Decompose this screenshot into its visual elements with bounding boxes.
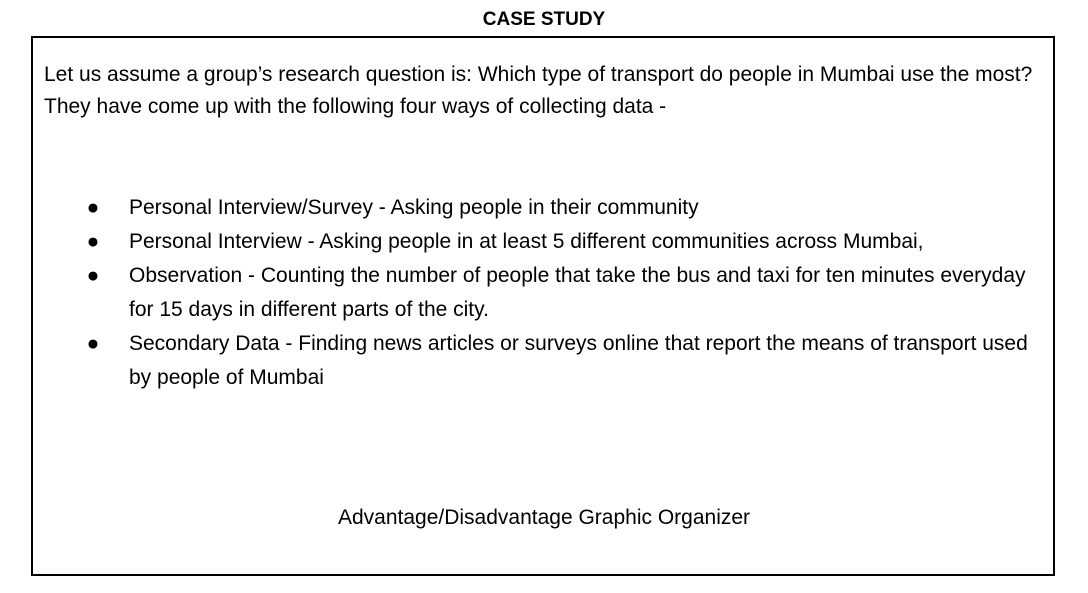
intro-paragraph: Let us assume a group’s research question is: Which type of transport do people in Mumbai use the most? They have come up with the following four ways of collecting data - — [44, 63, 1033, 118]
list-item-text: Secondary Data - Finding news articles or surveys online that report the means of transport used by people of Mumbai — [129, 332, 1028, 389]
list-item — [33, 225, 1033, 259]
list-item-text: Personal Interview - Asking people in at least 5 different communities across Mumbai, — [129, 230, 924, 253]
collection-methods-list — [33, 191, 1033, 395]
case-study-box — [31, 36, 1055, 576]
list-item — [33, 327, 1033, 395]
bullet-icon: ● — [86, 332, 100, 355]
case-study-heading: CASE STUDY — [482, 9, 606, 30]
list-item-text: Observation - Counting the number of people that take the bus and taxi for ten minutes everyday for 15 days in different parts of the city. — [129, 264, 1026, 321]
list-item-text: Personal Interview/Survey - Asking people in their community — [129, 196, 699, 219]
list-item — [33, 191, 1033, 225]
organizer-title: Advantage/Disadvantage Graphic Organizer — [337, 506, 751, 529]
bullet-icon: ● — [86, 196, 100, 219]
bullet-icon: ● — [86, 230, 100, 253]
list-item — [33, 259, 1033, 327]
bullet-icon: ● — [86, 264, 100, 287]
